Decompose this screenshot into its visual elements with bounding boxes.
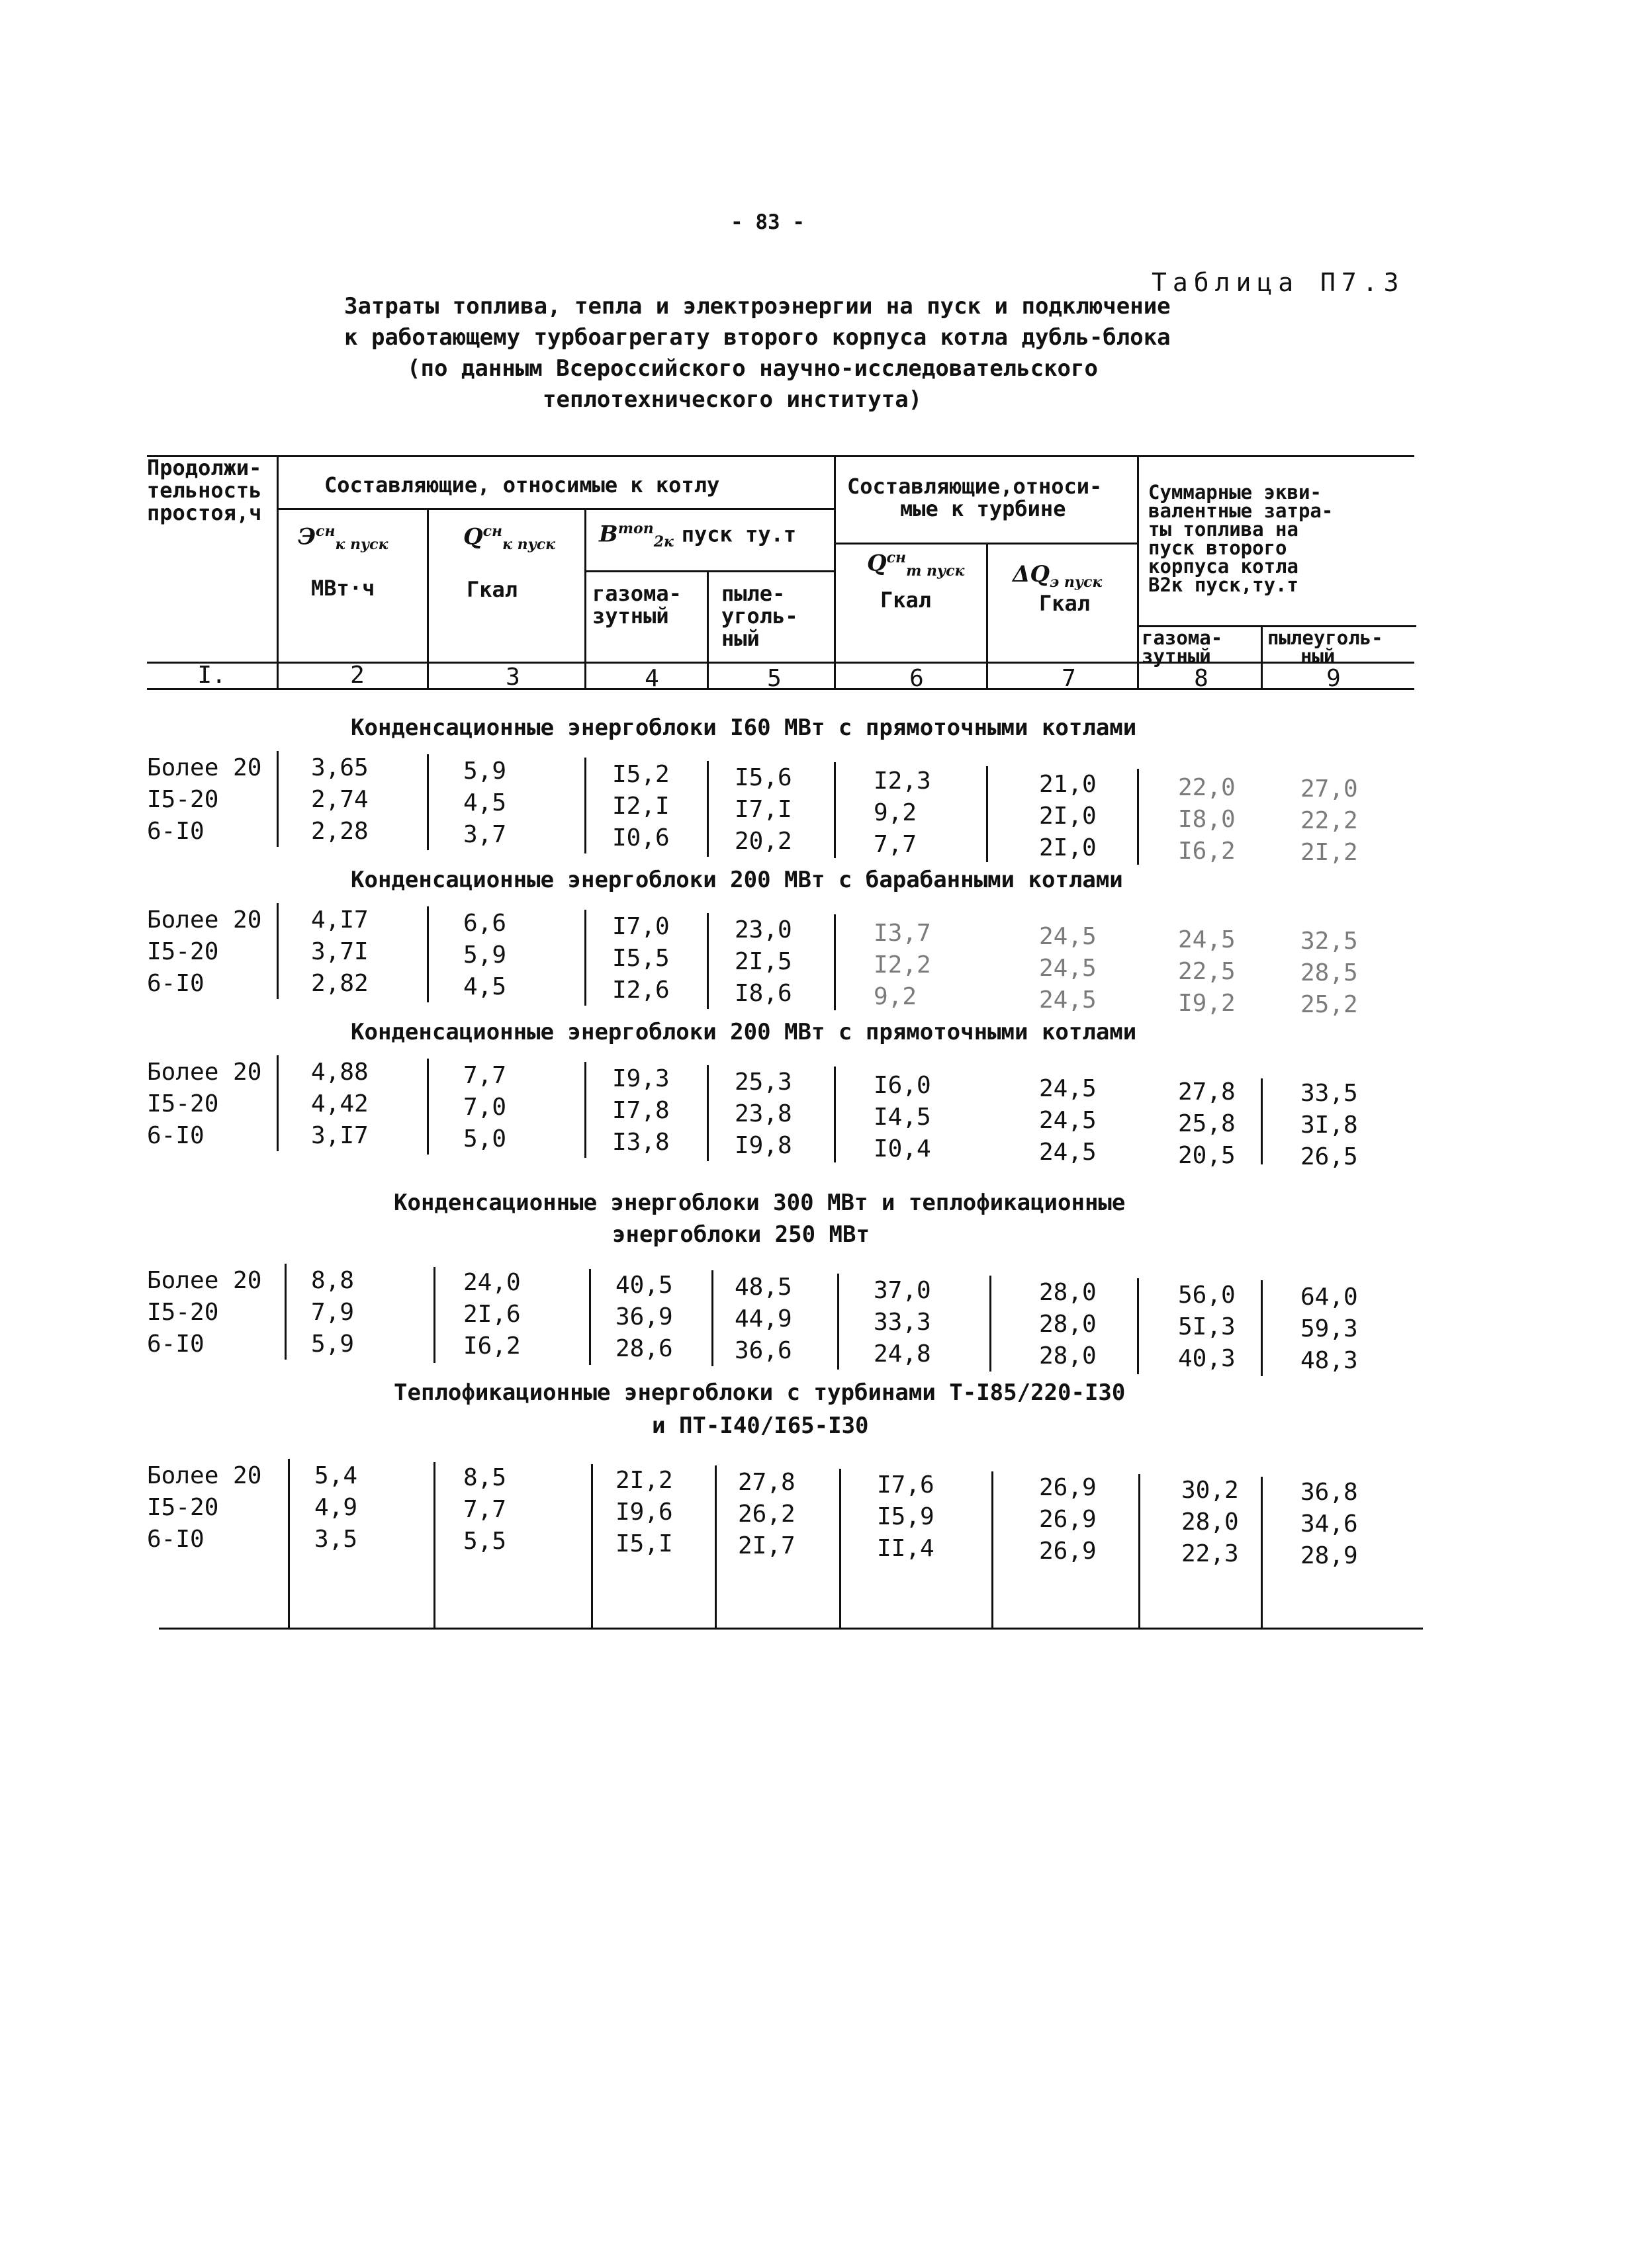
row-label: 6-I0 — [147, 970, 204, 997]
cell: 3I,8 — [1300, 1112, 1358, 1139]
column-number: 4 — [645, 665, 659, 692]
cell: I7,0 — [612, 913, 670, 940]
cell: 22,0 — [1178, 774, 1236, 801]
cell: 48,3 — [1300, 1347, 1358, 1374]
cell: I8,6 — [735, 980, 792, 1007]
cell: 3,65 — [311, 754, 369, 781]
cell: 40,3 — [1178, 1345, 1236, 1372]
cell: 21,0 — [1039, 771, 1097, 798]
cell: 40,5 — [615, 1272, 673, 1299]
cell: 28,0 — [1039, 1311, 1097, 1338]
header-rule — [278, 508, 834, 510]
cell: 28,5 — [1300, 959, 1358, 986]
column-divider — [277, 751, 279, 847]
section-title: Теплофикационные энергоблоки с турбинами Т-I85/220-I30 — [394, 1379, 1126, 1406]
table-label: Таблица П7.3 — [1152, 268, 1405, 297]
cell: I5,9 — [877, 1503, 934, 1530]
cell: 24,5 — [1039, 986, 1097, 1014]
cell: I5,I — [615, 1530, 673, 1557]
cell: 24,5 — [1039, 1075, 1097, 1102]
cell: 26,2 — [738, 1501, 795, 1528]
cell: 28,0 — [1181, 1508, 1239, 1536]
section-subtitle: и ПТ-I40/I65-I30 — [652, 1413, 869, 1439]
cell: 5,0 — [463, 1125, 507, 1153]
section-title: Конденсационные энергоблоки 300 МВт и теплофикационные — [394, 1190, 1126, 1216]
row-label: Более 20 — [147, 1267, 262, 1294]
caption-line: (по данным Всероссийского научно-исследовательского — [407, 355, 1098, 382]
cell: I6,0 — [874, 1072, 931, 1099]
column-divider — [589, 1269, 591, 1365]
cell: I4,5 — [874, 1104, 931, 1131]
cell: 24,8 — [874, 1340, 931, 1368]
cell: 24,5 — [1039, 955, 1097, 982]
cell: 26,9 — [1039, 1474, 1097, 1501]
cell: 7,7 — [874, 831, 917, 858]
cell: 34,6 — [1300, 1510, 1358, 1538]
cell: 27,8 — [1178, 1078, 1236, 1106]
header-e-symbol: $Э^{сн}_{к пуск}$ — [298, 523, 388, 554]
column-number: 3 — [506, 664, 520, 691]
cell: 2I,2 — [1300, 839, 1358, 866]
cell: 7,7 — [463, 1062, 507, 1089]
cell: I2,3 — [874, 767, 931, 795]
row-label: I5-20 — [147, 786, 219, 813]
table-caption — [344, 291, 1244, 415]
cell: 2I,2 — [615, 1467, 673, 1494]
column-divider — [1261, 1477, 1263, 1628]
column-number: 9 — [1326, 665, 1341, 692]
column-divider — [427, 906, 429, 1002]
column-divider — [834, 914, 836, 1010]
header-e-unit: МВт·ч — [311, 576, 375, 601]
cell: 27,8 — [738, 1469, 795, 1496]
cell: I2,6 — [612, 977, 670, 1004]
table-bottom-rule — [159, 1628, 1423, 1630]
cell: 64,0 — [1300, 1284, 1358, 1311]
cell: 22,2 — [1300, 807, 1358, 834]
column-divider — [277, 903, 279, 999]
cell: 28,0 — [1039, 1342, 1097, 1370]
section-subtitle: энергоблоки 250 МВт — [612, 1221, 870, 1248]
cell: 3,I7 — [311, 1122, 369, 1149]
cell: 28,9 — [1300, 1542, 1358, 1569]
cell: 23,8 — [735, 1100, 792, 1127]
cell: 25,3 — [735, 1069, 792, 1096]
cell: I2,2 — [874, 951, 931, 979]
column-divider — [707, 913, 709, 1009]
column-number: 5 — [767, 665, 782, 692]
section-title: Конденсационные энергоблоки 200 МВт с барабанными котлами — [351, 867, 1123, 893]
header-qt-symbol: $Q^{сн}_{т пуск}$ — [867, 549, 965, 580]
table-top-rule — [147, 455, 1414, 457]
cell: 7,7 — [463, 1496, 507, 1523]
cell: 5,5 — [463, 1528, 507, 1555]
header-boiler-group: Составляющие, относимые к котлу — [324, 472, 720, 498]
header-gas-total: газома- зутный — [1142, 627, 1223, 668]
header-divider — [584, 508, 586, 688]
column-divider — [989, 1276, 991, 1372]
row-label: I5-20 — [147, 938, 219, 965]
row-label: I5-20 — [147, 1299, 219, 1326]
cell: II,4 — [877, 1535, 934, 1562]
cell: 3,7I — [311, 938, 369, 965]
column-divider — [584, 758, 586, 853]
cell: 56,0 — [1178, 1282, 1236, 1309]
cell: I3,7 — [874, 920, 931, 947]
cell: 33,3 — [874, 1309, 931, 1336]
cell: 22,3 — [1181, 1540, 1239, 1567]
column-divider — [427, 1059, 429, 1155]
header-coal: пыле- уголь- ный — [721, 581, 798, 651]
cell: I8,0 — [1178, 806, 1236, 833]
cell: 5,9 — [311, 1330, 355, 1358]
header-gas: газома- зутный — [592, 581, 682, 629]
header-rule — [586, 570, 834, 572]
cell: 59,3 — [1300, 1315, 1358, 1342]
cell: 24,5 — [1039, 1107, 1097, 1134]
cell: 8,5 — [463, 1464, 507, 1491]
column-divider — [839, 1469, 841, 1628]
cell: I7,I — [735, 796, 792, 823]
cell: 5,4 — [314, 1462, 358, 1489]
cell: 4,I7 — [311, 906, 369, 934]
column-divider — [433, 1267, 435, 1363]
column-number: 6 — [909, 665, 924, 692]
cell: 20,2 — [735, 828, 792, 855]
cell: 27,0 — [1300, 775, 1358, 803]
column-divider — [991, 1471, 993, 1628]
column-divider — [584, 1062, 586, 1158]
cell: 7,9 — [311, 1299, 355, 1326]
cell: 24,5 — [1039, 923, 1097, 950]
header-b-symbol: $В^{топ}_{2к}$ пуск ту.т — [599, 520, 797, 551]
cell: I7,8 — [612, 1097, 670, 1124]
header-q-symbol: $Q^{сн}_{к пуск}$ — [463, 523, 556, 554]
cell: 2I,5 — [735, 948, 792, 975]
column-divider — [986, 766, 988, 862]
cell: 2I,0 — [1039, 803, 1097, 830]
header-divider — [834, 455, 836, 688]
column-divider — [837, 1274, 839, 1370]
cell: I9,8 — [735, 1132, 792, 1159]
section-title: Конденсационные энергоблоки 200 МВт с прямоточными котлами — [351, 1019, 1137, 1045]
column-divider — [427, 754, 429, 850]
cell: 3,7 — [463, 821, 507, 848]
cell: 9,2 — [874, 983, 917, 1010]
column-divider — [715, 1465, 717, 1628]
cell: 2I,0 — [1039, 834, 1097, 861]
cell: 36,9 — [615, 1303, 673, 1330]
column-divider — [1138, 1474, 1140, 1628]
caption-line: к работающему турбоагрегату второго корпуса котла дубль-блока — [344, 324, 1171, 351]
caption-line: теплотехнического института) — [543, 386, 923, 413]
cell: 4,88 — [311, 1059, 369, 1086]
row-label: Более 20 — [147, 1059, 262, 1086]
cell: 24,5 — [1178, 926, 1236, 953]
header-dq-unit: Гкал — [1039, 591, 1091, 616]
cell: 32,5 — [1300, 928, 1358, 955]
cell: 26,5 — [1300, 1143, 1358, 1170]
cell: 2,82 — [311, 970, 369, 997]
column-number: 8 — [1194, 665, 1208, 692]
column-number: I. — [197, 662, 226, 689]
header-turbine-group: Составляющие,относи- мые к турбине — [847, 474, 1103, 521]
column-divider — [288, 1459, 290, 1628]
cell: 28,0 — [1039, 1279, 1097, 1306]
row-label: 6-I0 — [147, 1526, 204, 1553]
cell: 4,5 — [463, 973, 507, 1000]
row-label: I5-20 — [147, 1494, 219, 1521]
column-divider — [711, 1270, 713, 1366]
row-label: 6-I0 — [147, 1330, 204, 1358]
cell: 30,2 — [1181, 1477, 1239, 1504]
header-divider — [1137, 455, 1139, 688]
cell: 25,2 — [1300, 991, 1358, 1018]
cell: 4,42 — [311, 1090, 369, 1117]
column-divider — [1137, 769, 1139, 865]
cell: I6,2 — [1178, 838, 1236, 865]
cell: 4,9 — [314, 1494, 358, 1521]
cell: 22,5 — [1178, 958, 1236, 985]
cell: I0,6 — [612, 824, 670, 851]
column-divider — [834, 1067, 836, 1162]
cell: 44,9 — [735, 1305, 792, 1332]
page-number: - 83 - — [731, 210, 805, 234]
header-duration: Продолжи- тельность простоя,ч — [147, 455, 262, 525]
cell: I5,2 — [612, 761, 670, 788]
row-label: Более 20 — [147, 754, 262, 781]
cell: I9,2 — [1178, 990, 1236, 1017]
row-label: Более 20 — [147, 1462, 262, 1489]
cell: 26,9 — [1039, 1506, 1097, 1533]
column-divider — [584, 910, 586, 1006]
cell: 37,0 — [874, 1277, 931, 1304]
column-number: 2 — [350, 662, 365, 689]
cell: I9,6 — [615, 1499, 673, 1526]
column-divider — [285, 1264, 287, 1360]
row-label: 6-I0 — [147, 1122, 204, 1149]
cell: 24,5 — [1039, 1139, 1097, 1166]
cell: 26,9 — [1039, 1538, 1097, 1565]
column-divider — [834, 762, 836, 858]
column-divider — [707, 761, 709, 857]
cell: 25,8 — [1178, 1110, 1236, 1137]
cell: 7,0 — [463, 1094, 507, 1121]
cell: 23,0 — [735, 916, 792, 943]
header-divider — [277, 455, 279, 688]
cell: I6,2 — [463, 1332, 521, 1360]
cell: 28,6 — [615, 1335, 673, 1362]
row-label: I5-20 — [147, 1090, 219, 1117]
cell: 2,74 — [311, 786, 369, 813]
cell: 4,5 — [463, 789, 507, 816]
header-divider — [427, 508, 429, 688]
cell: 33,5 — [1300, 1080, 1358, 1107]
cell: 6,6 — [463, 910, 507, 937]
row-label: 6-I0 — [147, 818, 204, 845]
header-q-unit: Гкал — [467, 577, 518, 602]
cell: I5,5 — [612, 945, 670, 972]
header-divider — [986, 543, 988, 688]
column-divider — [1137, 1278, 1139, 1374]
cell: 36,8 — [1300, 1479, 1358, 1506]
row-label: Более 20 — [147, 906, 262, 934]
header-dq-symbol: $\Delta Q_{э пуск}$ — [1013, 561, 1103, 591]
cell: 20,5 — [1178, 1142, 1236, 1169]
cell: 48,5 — [735, 1274, 792, 1301]
section-title: Конденсационные энергоблоки I60 МВт с прямоточными котлами — [351, 715, 1137, 741]
cell: 2I,7 — [738, 1532, 795, 1559]
header-qt-unit: Гкал — [880, 588, 932, 613]
column-divider — [1261, 1078, 1263, 1164]
cell: I0,4 — [874, 1135, 931, 1162]
cell: 5,9 — [463, 758, 507, 785]
cell: 3,5 — [314, 1526, 358, 1553]
caption-line: Затраты топлива, тепла и электроэнергии на пуск и подключение — [344, 293, 1171, 320]
cell: I2,I — [612, 793, 670, 820]
column-divider — [1261, 1280, 1263, 1376]
cell: 2I,6 — [463, 1301, 521, 1328]
cell: I5,6 — [735, 764, 792, 791]
cell: 5,9 — [463, 941, 507, 969]
cell: 36,6 — [735, 1337, 792, 1364]
cell: I3,8 — [612, 1129, 670, 1156]
cell: 5I,3 — [1178, 1313, 1236, 1340]
column-divider — [707, 1065, 709, 1161]
column-divider — [591, 1464, 593, 1628]
cell: 24,0 — [463, 1269, 521, 1296]
column-divider — [433, 1462, 435, 1628]
header-divider — [707, 570, 709, 688]
cell: 2,28 — [311, 818, 369, 845]
column-number: 7 — [1062, 665, 1076, 692]
cell: I9,3 — [612, 1065, 670, 1092]
cell: I7,6 — [877, 1471, 934, 1499]
cell: 9,2 — [874, 799, 917, 826]
column-divider — [277, 1055, 279, 1151]
header-total-group: Суммарные экви- валентные затра- ты топлива на пуск второго корпуса котла В2к пуск,ту.т — [1148, 481, 1334, 596]
header-coal-total: пылеуголь- ный — [1267, 627, 1383, 668]
cell: 8,8 — [311, 1267, 355, 1294]
header-divider — [1261, 625, 1263, 688]
